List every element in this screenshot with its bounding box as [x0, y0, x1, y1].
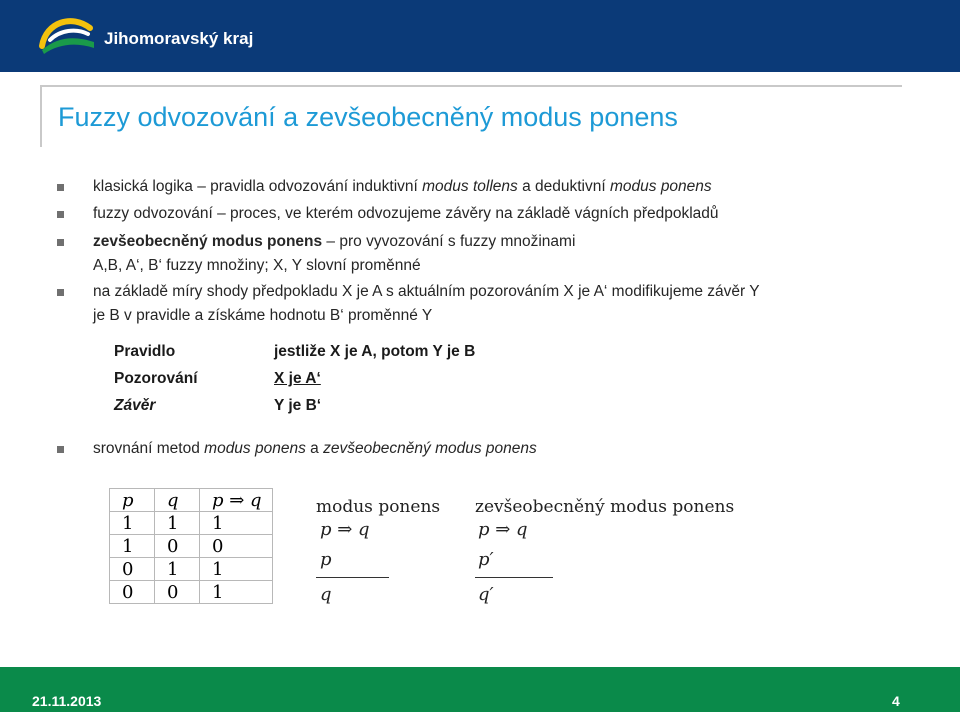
- text-part: – pro vyvozování s fuzzy množinami: [322, 233, 576, 250]
- table-cell: 1: [110, 512, 155, 535]
- gmp-premise-2: p′: [478, 549, 494, 570]
- table-header-cell: q: [155, 489, 200, 512]
- region-logo-icon: [36, 12, 96, 56]
- header-bar: [0, 0, 960, 72]
- table-cell: 0: [155, 535, 200, 558]
- rule-value-rule: jestliže X je A, potom Y je B: [274, 343, 476, 360]
- footer-bar: [0, 667, 960, 712]
- table-cell: 1: [200, 558, 273, 581]
- brand-name: Jihomoravský kraj: [104, 29, 254, 48]
- table-row: [110, 581, 273, 604]
- text-part: a: [305, 440, 324, 457]
- table-row: [110, 535, 273, 558]
- table-cell: 1: [155, 512, 200, 535]
- bullet-icon: [57, 184, 64, 191]
- term-generalized-mp: zevšeobecněný modus ponens: [93, 233, 323, 250]
- table-header-cell: p ⇒ q: [200, 489, 273, 512]
- text-part: srovnání metod: [93, 440, 205, 457]
- mp-inference-line: [316, 577, 389, 578]
- gmp-inference-line: [475, 577, 553, 578]
- term-modus-tollens: modus tollens: [422, 178, 518, 195]
- mp-title: modus ponens: [316, 497, 441, 517]
- text-part: klasická logika – pravidla odvozování induktivní: [93, 178, 423, 195]
- text-part: a deduktivní: [517, 178, 610, 195]
- gmp-conclusion: q′: [478, 584, 494, 605]
- table-cell: 0: [200, 535, 273, 558]
- text-part: na základě míry shody předpokladu X je A s aktuálním pozorováním X je A‘ modifikujeme závěr Y: [93, 283, 760, 300]
- table-cell: 1: [155, 558, 200, 581]
- text-part: A,B, A‘, B‘ fuzzy množiny; X, Y slovní proměnné: [93, 257, 421, 274]
- bullet-icon: [57, 289, 64, 296]
- rule-value-conclusion: Y je B‘: [274, 397, 322, 414]
- term-generalized-mp: zevšeobecněný modus ponens: [323, 440, 537, 457]
- truth-table: [109, 488, 273, 604]
- mp-premise-1: p ⇒ q: [320, 519, 370, 540]
- bullet-matching: [93, 280, 760, 328]
- bullet-icon: [57, 239, 64, 246]
- footer-date: 21.11.2013: [32, 693, 102, 709]
- term-modus-ponens: modus ponens: [204, 440, 306, 457]
- bullet-icon: [57, 211, 64, 218]
- table-cell: 0: [155, 581, 200, 604]
- rule-value-observation: X je A‘: [274, 370, 321, 387]
- table-cell: 1: [200, 581, 273, 604]
- bullet-generalized-mp: [93, 230, 575, 278]
- page-number: 4: [892, 693, 900, 709]
- slide-title: Fuzzy odvozování a zevšeobecněný modus ponens: [58, 102, 678, 132]
- table-header-cell: p: [110, 489, 155, 512]
- frame-top-line: [40, 85, 902, 87]
- gmp-title: zevšeobecněný modus ponens: [475, 497, 735, 517]
- table-row: [110, 512, 273, 535]
- text-part: je B v pravidle a získáme hodnotu B‘ proměnné Y: [93, 307, 433, 324]
- table-header-row: [110, 489, 273, 512]
- term-modus-ponens: modus ponens: [609, 178, 712, 195]
- table-cell: 1: [200, 512, 273, 535]
- rule-label-conclusion: Závěr: [114, 397, 156, 414]
- table-cell: 0: [110, 581, 155, 604]
- frame-left-line: [40, 85, 42, 147]
- gmp-premise-1: p ⇒ q: [478, 519, 528, 540]
- rule-label-observation: Pozorování: [114, 370, 198, 387]
- bullet-icon: [57, 446, 64, 453]
- bullet-classic-logic: [93, 175, 712, 199]
- table-cell: 0: [110, 558, 155, 581]
- table-row: [110, 558, 273, 581]
- bullet-comparison: [93, 437, 537, 461]
- rule-label-rule: Pravidlo: [114, 343, 176, 360]
- mp-premise-2: p: [320, 549, 332, 570]
- bullet-fuzzy-inference: fuzzy odvozování – proces, ve kterém odvozujeme závěry na základě vágních předpokladů: [93, 205, 719, 222]
- table-cell: 1: [110, 535, 155, 558]
- mp-conclusion: q: [320, 584, 332, 605]
